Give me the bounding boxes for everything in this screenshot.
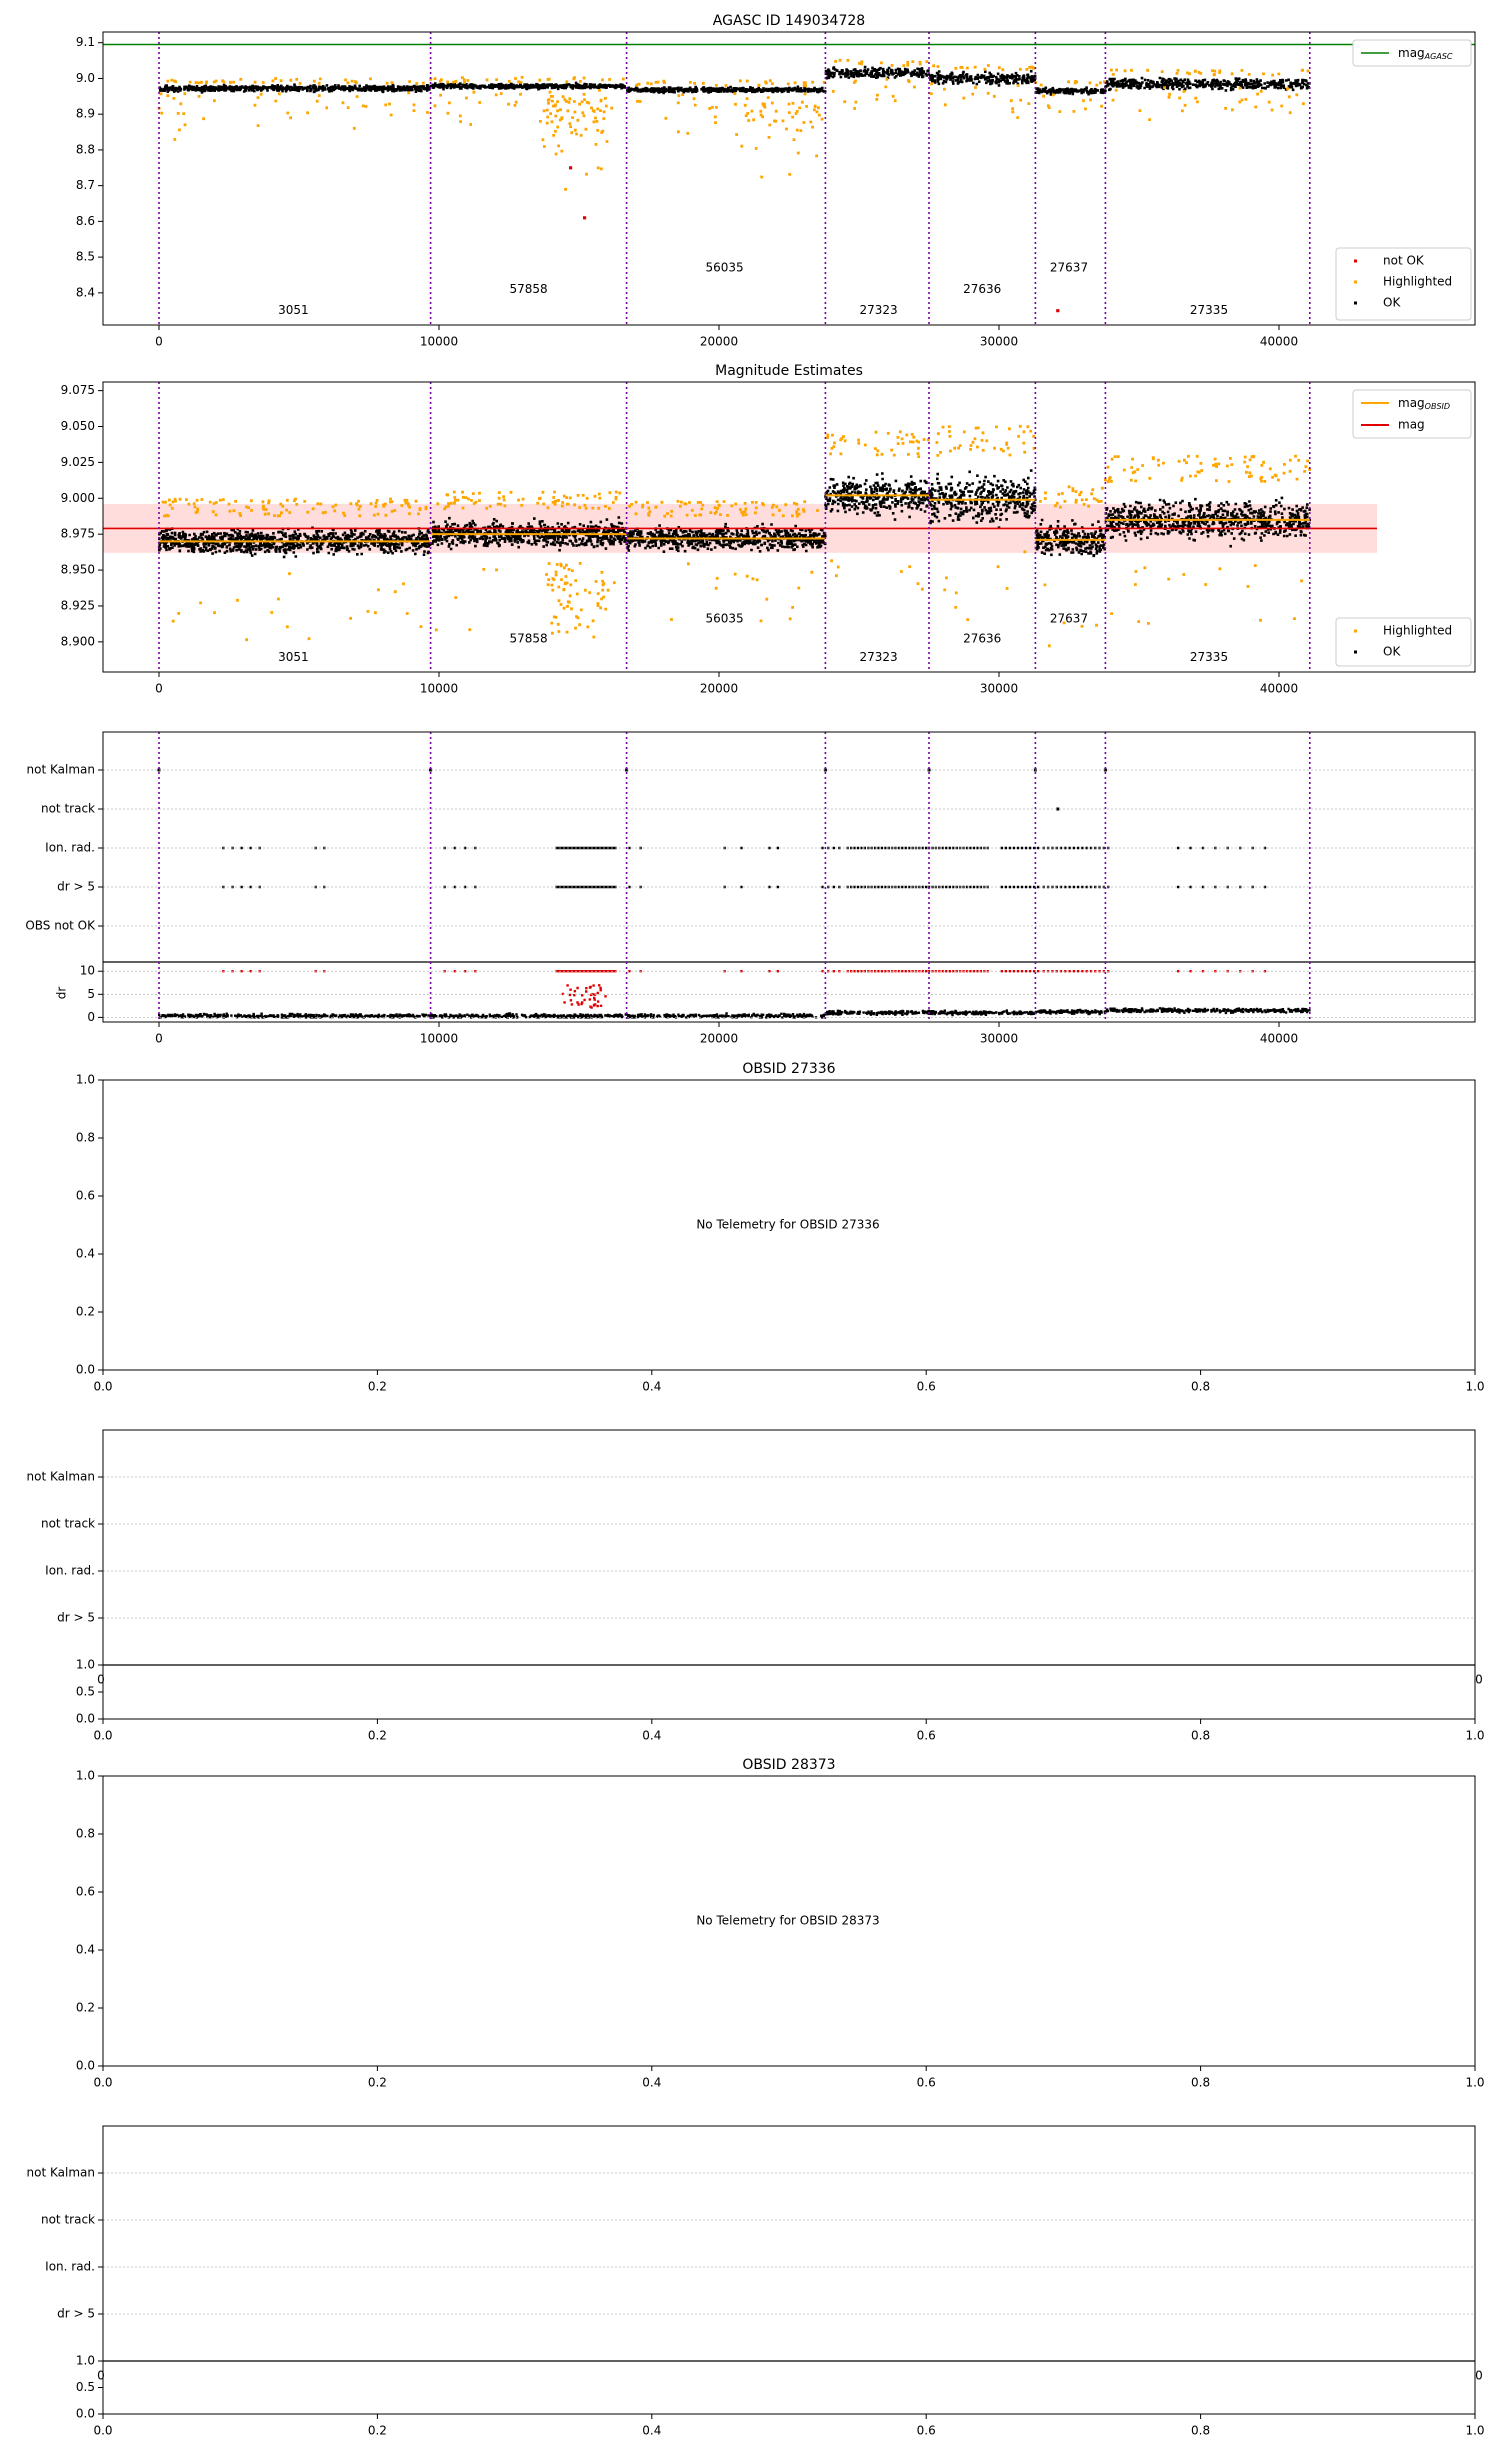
agasc-obsid-label: 57858	[509, 281, 548, 296]
empty2-xtick-label: 0.2	[367, 2075, 387, 2090]
mags-obsid-label: 27636	[963, 631, 1002, 646]
flags-empty2-xtick-label: 0.2	[367, 2423, 387, 2438]
empty2-ytick-label: 0.8	[75, 1826, 95, 1841]
agasc-legend-label: Highlighted	[1383, 274, 1453, 289]
agasc-legend-swatch	[1354, 302, 1357, 305]
flags-empty2-xtick-label: 0.8	[1191, 2423, 1211, 2438]
mags-obsid-label: 3051	[278, 650, 309, 665]
flags-empty1-edge-label: 0	[1475, 1672, 1483, 1687]
flags-empty1-xtick-label: 0.2	[367, 1728, 387, 1743]
mags-ytick-label: 9.025	[60, 454, 95, 469]
flags-empty2-axes-frame	[103, 2126, 1475, 2414]
flags-empty2-xtick-label: 0.6	[916, 2423, 936, 2438]
empty2-xtick-label: 0.0	[93, 2075, 113, 2090]
flags-category-label: OBS not OK	[25, 918, 95, 933]
empty1-xtick-label: 1.0	[1465, 1379, 1485, 1394]
empty2-ytick-label: 0.6	[75, 1884, 95, 1899]
mags-ytick-label: 9.075	[60, 383, 95, 398]
mags-ytick-label: 8.950	[60, 562, 95, 577]
agasc-ytick-label: 8.8	[75, 142, 95, 157]
mags-legend-label: OK	[1383, 644, 1401, 659]
dr-red-points	[222, 970, 1266, 1009]
dr-ytick-label: 0	[87, 1009, 95, 1024]
flags-empty1-axes-frame	[103, 1430, 1475, 1719]
mags-obsid-label: 27323	[859, 650, 898, 665]
flags-empty2-category-label: not Kalman	[26, 2165, 95, 2180]
empty1-xtick-label: 0.6	[916, 1379, 936, 1394]
flags-empty1-xtick-label: 0.6	[916, 1728, 936, 1743]
mags-legend-label: Highlighted	[1383, 623, 1453, 638]
flags-empty1-category-label: not track	[40, 1516, 95, 1531]
empty2-xtick-label: 1.0	[1465, 2075, 1485, 2090]
empty1-xtick-label: 0.2	[367, 1379, 387, 1394]
empty1-title: OBSID 27336	[742, 1061, 836, 1077]
empty1-ytick-label: 0.6	[75, 1188, 95, 1203]
flags-empty1-category-label: not Kalman	[26, 1469, 95, 1484]
flags-category-label: dr > 5	[57, 879, 95, 894]
empty2-xtick-label: 0.6	[916, 2075, 936, 2090]
empty1-xtick-label: 0.0	[93, 1379, 113, 1394]
flags-empty2-edge-label: 0	[97, 2368, 105, 2383]
agasc-legend-label: not OK	[1383, 253, 1424, 268]
agasc-obsid-label: 27335	[1189, 303, 1229, 318]
agasc-ytick-label: 8.9	[75, 106, 95, 121]
empty2-xtick-label: 0.8	[1191, 2075, 1211, 2090]
flags-empty2-dr-ytick-label: 0.0	[75, 2406, 95, 2421]
agasc-ytick-label: 8.4	[75, 285, 95, 300]
agasc-highlighted-points	[158, 59, 1310, 191]
agasc-legend-swatch	[1354, 260, 1357, 263]
dr-ytick-label: 10	[79, 963, 95, 978]
mags-obsid-label: 57858	[509, 631, 548, 646]
flags-empty2-category-label: Ion. rad.	[45, 2259, 95, 2274]
flags-empty2-xtick-label: 0.0	[93, 2423, 113, 2438]
mags-xtick-label: 40000	[1259, 681, 1299, 696]
flags-category-label: Ion. rad.	[45, 840, 95, 855]
empty1-message: No Telemetry for OBSID 27336	[696, 1217, 880, 1232]
mags-xtick-label: 30000	[979, 681, 1019, 696]
mags-ytick-label: 9.050	[60, 419, 95, 434]
agasc-legend-label: OK	[1383, 295, 1401, 310]
empty2-message: No Telemetry for OBSID 28373	[696, 1913, 880, 1928]
agasc-xtick-label: 30000	[979, 334, 1019, 349]
flags-not-kalman-points	[158, 769, 1107, 811]
mags-obsid-label: 27637	[1049, 611, 1089, 626]
flags-empty1-edge-label: 0	[97, 1672, 105, 1687]
mags-legend-mag-obsid-label: mag$_{OBSID}$	[1398, 395, 1451, 411]
agasc-ytick-label: 8.7	[75, 178, 95, 193]
empty2-ytick-label: 0.2	[75, 2000, 95, 2015]
mags-xtick-label: 10000	[419, 681, 459, 696]
agasc-obsid-label: 27637	[1049, 260, 1089, 275]
mags-legend-swatch	[1354, 630, 1357, 633]
flags-empty1-xtick-label: 1.0	[1465, 1728, 1485, 1743]
agasc-xtick-label: 0	[155, 334, 163, 349]
agasc-obsid-label: 27323	[859, 303, 898, 318]
empty2-ytick-label: 0.0	[75, 2058, 95, 2073]
flags-empty2-edge-label: 0	[1475, 2368, 1483, 2383]
flags-xtick-label: 30000	[979, 1031, 1019, 1046]
mags-ytick-label: 8.900	[60, 634, 95, 649]
flags-empty1-category-label: Ion. rad.	[45, 1563, 95, 1578]
agasc-obsid-label: 56035	[705, 260, 744, 275]
mags-ytick-label: 9.000	[60, 490, 95, 505]
flags-xtick-label: 40000	[1259, 1031, 1299, 1046]
mags-ytick-label: 8.975	[60, 526, 95, 541]
mags-obsid-label: 27335	[1189, 650, 1229, 665]
flags-empty1-xtick-label: 0.0	[93, 1728, 113, 1743]
empty1-ytick-label: 0.2	[75, 1304, 95, 1319]
flags-empty1-xtick-label: 0.4	[642, 1728, 662, 1743]
dr-axis-label: dr	[54, 986, 69, 1000]
agasc-obsid-label: 27636	[963, 281, 1002, 296]
dr-ok-points	[158, 1007, 1311, 1019]
mags-legend-mag-label: mag	[1398, 417, 1425, 432]
flags-axes-frame	[103, 732, 1475, 1022]
flags-empty1-category-label: dr > 5	[57, 1610, 95, 1625]
agasc-xtick-label: 20000	[699, 334, 739, 349]
flags-empty2-category-label: dr > 5	[57, 2306, 95, 2321]
agasc-ytick-label: 8.5	[75, 249, 95, 264]
agasc-ok-points	[159, 66, 1311, 96]
flags-empty2-xtick-label: 0.4	[642, 2423, 662, 2438]
flags-empty1-dr-ytick-label: 1.0	[75, 1657, 95, 1672]
flags-empty1-dr-ytick-label: 0.5	[75, 1684, 95, 1699]
mags-xtick-label: 0	[155, 681, 163, 696]
agasc-axes-frame	[103, 32, 1475, 325]
agasc-ytick-label: 8.6	[75, 213, 95, 228]
mags-xtick-label: 20000	[699, 681, 739, 696]
flags-empty1-xtick-label: 0.8	[1191, 1728, 1211, 1743]
agasc-legend-mag-label: mag$_{AGASC}$	[1398, 45, 1453, 61]
mags-title: Magnitude Estimates	[715, 363, 863, 379]
empty1-ytick-label: 0.0	[75, 1362, 95, 1377]
empty2-ytick-label: 1.0	[75, 1768, 95, 1783]
empty1-xtick-label: 0.4	[642, 1379, 662, 1394]
empty2-xtick-label: 0.4	[642, 2075, 662, 2090]
mags-ytick-label: 8.925	[60, 598, 95, 613]
agasc-title: AGASC ID 149034728	[712, 13, 866, 29]
flags-empty1-dr-ytick-label: 0.0	[75, 1711, 95, 1726]
flags-empty2-category-label: not track	[40, 2212, 95, 2227]
flags-empty2-xtick-label: 1.0	[1465, 2423, 1485, 2438]
empty1-ytick-label: 0.8	[75, 1130, 95, 1145]
flags-category-label: not track	[40, 801, 95, 816]
mags-legend-swatch	[1354, 651, 1357, 654]
empty1-ytick-label: 0.4	[75, 1246, 95, 1261]
agasc-xtick-label: 10000	[419, 334, 459, 349]
empty2-title: OBSID 28373	[742, 1757, 836, 1773]
empty1-ytick-label: 1.0	[75, 1072, 95, 1087]
agasc-ytick-label: 9.1	[75, 35, 95, 50]
agasc-legend-swatch	[1354, 281, 1357, 284]
flags-xtick-label: 20000	[699, 1031, 739, 1046]
empty1-xtick-label: 0.8	[1191, 1379, 1211, 1394]
flags-category-label: not Kalman	[26, 762, 95, 777]
flags-empty2-dr-ytick-label: 0.5	[75, 2380, 95, 2394]
mags-obsid-label: 56035	[705, 611, 744, 626]
flags-xtick-label: 10000	[419, 1031, 459, 1046]
empty2-ytick-label: 0.4	[75, 1942, 95, 1957]
dr-ytick-label: 5	[87, 986, 95, 1001]
agasc-xtick-label: 40000	[1259, 334, 1299, 349]
agasc-ytick-label: 9.0	[75, 70, 95, 85]
flags-empty2-dr-ytick-label: 1.0	[75, 2353, 95, 2368]
agasc-obsid-label: 3051	[278, 303, 309, 318]
flags-xtick-label: 0	[155, 1031, 163, 1046]
